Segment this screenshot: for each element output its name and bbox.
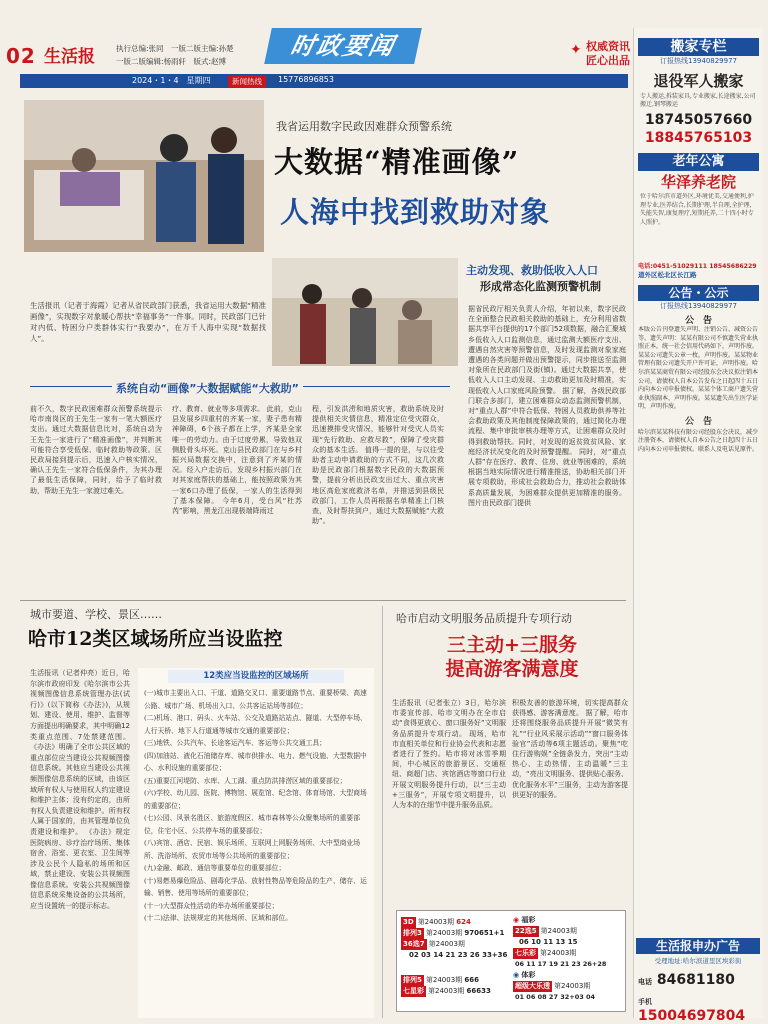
moving-ad-desc: 专人搬运,拆装家具,专业搬家,长途搬家,公司搬迁,钢琴搬运 bbox=[640, 93, 756, 108]
lottery-row bbox=[401, 950, 509, 961]
lottery-numbers: 06 11 17 19 21 23 26+28 bbox=[515, 960, 607, 968]
story3-headline-2: 提高游客满意度 bbox=[445, 658, 579, 680]
story2-body: 生活报讯（记者仲亮）近日，哈尔滨市政府印发《哈尔滨市公共视频图像信息系统管理办法(试行)》(以下简称《办法》)，从规划、建设、使用、维护、监督等方面提出明确要求，其中明确12类重点范围、7处禁建范围。 《办法》明确了全市公共区域的重点部位应当建设公共视频图像信息系统。其他应当建设公共视频图像信息系统的区域，由该区域所有权人与使用权人约定建设和维护主体；没有约定的，由所有权人负责建设和维护。所有权人属于国家的，由其管理单位负责建设和维护。 《办法》规定医院病房、诊疗治疗场所、集体宿舍、浴室、更衣室、卫生间等涉及公民个人隐私的场所和区域，禁止建设、安装公共视频图像信息系统。安装公共视频图像信息系统采集设备的公共场所，应当设置统一的提示标志。 bbox=[30, 669, 130, 911]
lottery-section-head bbox=[513, 915, 625, 926]
editors-line-1: 执行总编:张同 一版二版主编:孙楚 bbox=[116, 44, 234, 53]
lottery-box bbox=[396, 910, 626, 1012]
notice2-title: 公 告 bbox=[684, 416, 712, 427]
lottery-issue: 第24003期 bbox=[428, 987, 465, 995]
photo-visit-illustration bbox=[272, 258, 458, 366]
lottery-issue: 第24003期 bbox=[425, 976, 463, 984]
sidebar-box-item: (七)公园、风景名胜区、旅游度假区、城市森林等公众聚集场所的重要部位，住宅小区、公共停车场的重要部位； bbox=[144, 814, 361, 835]
lottery-row bbox=[513, 992, 625, 1003]
lottery-issue: 第24003期 bbox=[428, 940, 465, 948]
lottery-row bbox=[513, 926, 625, 937]
horizontal-rule bbox=[20, 600, 626, 601]
sidebar-box-item: (四)加油站、液化石油储存库、城市供排水、电力、燃气设施、大型数据中心、水利设施的重要部位； bbox=[144, 751, 367, 772]
sidebar-box-item: (二)机场、港口、码头、火车站、公交及道路站站点、隧道、大型停车场、人行天桥、地下人行道通等城市交通的重要部位； bbox=[144, 714, 367, 735]
lead-body-col-1: 前不久，数字民政困难群众预警系统提示哈市南岗区的王先生一家有一笔大额医疗支出。通过大数据信息比对，系统自动为王先生一家进行了“精准画像”，并判断其可能符合享受低保、临时救助等政策。区民政局接到提示后，迅速入户核实情况，确认王先生一家符合低保条件，为其办理了最低生活保障，同时，给予了临时救助，帮助王先生一家渡过难关。 bbox=[30, 405, 162, 495]
care-ad-address: 道外区松北区长江路 bbox=[638, 271, 697, 279]
editors-line-2: 一版二版编辑:杨雨轩 版式:赵博 bbox=[116, 57, 227, 66]
bottom-ad-phone-label-2: 手机 bbox=[638, 998, 652, 1006]
story3-kicker: 哈市启动文明服务品质提升专项行动 bbox=[396, 612, 572, 625]
bottom-ad-phone-2: 15004697804 bbox=[638, 1008, 746, 1024]
lottery-row bbox=[513, 937, 625, 948]
lead-subhead-1: 主动发现、救助低收入人口 bbox=[466, 264, 598, 277]
lottery-section-name: 福彩 bbox=[521, 916, 536, 924]
sidebar-box-item: (十二)法律、法规规定的其他场所、区域和部位。 bbox=[144, 914, 293, 922]
lottery-game: 36选7 bbox=[403, 940, 425, 948]
lead-subheadline: 人海中找到救助对象 bbox=[280, 195, 551, 229]
notice-title: 公 告 bbox=[684, 316, 712, 326]
slogan-line-1: 权威资讯 bbox=[586, 40, 630, 53]
lottery-numbers: 06 10 11 13 15 bbox=[519, 938, 578, 946]
moving-ad-phone-1: 18745057660 bbox=[644, 112, 753, 128]
lottery-col-right bbox=[513, 915, 625, 1003]
bottom-ad-phone-label-1: 电话 bbox=[638, 978, 652, 986]
lottery-game: 排列5 bbox=[403, 976, 422, 984]
lottery-col-left bbox=[401, 917, 509, 997]
story3-body-col-1: 生活报讯（记者张立）3日，哈尔滨市委宣传部、哈市文明办在全市启动“食得更放心、窗口服务好”文明服务品质提升专项行动。 现场，哈市市直相关单位和行业协会代表和志愿者进行了签约。哈市将对冰雪季期间，中心城区的旅游景区、交通枢纽、商超门店、宾馆酒店等窗口行业开展文明服务提升行动，以“三主动+三服务”，开展专项文明提升，以人为本的在细节中提升服务品质。 bbox=[392, 699, 506, 810]
lottery-issue: 第24003期 bbox=[417, 918, 454, 926]
issue-date: 2024・1・4 星期四 bbox=[132, 76, 211, 85]
ticai-icon: ◉ bbox=[513, 971, 520, 979]
lead-kicker: 我省运用数字民政因难群众预警系统 bbox=[276, 120, 452, 133]
lottery-issue: 第24003期 bbox=[554, 982, 591, 990]
sidebar-box-item: (十一)大型群众性活动的举办场所重要部位； bbox=[144, 901, 279, 910]
lottery-game: 3D bbox=[403, 918, 414, 926]
lottery-issue: 第24003期 bbox=[540, 927, 577, 935]
lottery-issue: 第24003期 bbox=[425, 929, 463, 937]
lead-headline: 大数据“精准画像” bbox=[274, 145, 520, 179]
lottery-section-name: 体彩 bbox=[521, 971, 536, 979]
sidebar-box-title: 12类应当设监控的区域场所 bbox=[168, 670, 344, 683]
notice-phone: 订报热线13940829977 bbox=[660, 302, 737, 310]
sidebar-box-item: (十)易燃易爆危险品、剧毒化学品、放射性物品等危险品的生产、储存、运输、销售、使用等场所的重要部位； bbox=[144, 876, 367, 897]
notice-header: 公告・公示 bbox=[638, 285, 759, 301]
lottery-game: 七星彩 bbox=[403, 987, 424, 995]
notice2-text-content: 哈尔滨某某科技有限公司经股东会决议，减少注册资本，请债权人自本公告之日起四十五日内向本公司申报债权。联系人及电话见原件。 bbox=[638, 428, 759, 453]
column-divider bbox=[382, 606, 383, 1018]
lottery-row bbox=[401, 939, 509, 950]
hotline-label: 新闻热线 bbox=[228, 75, 266, 88]
sidebar-box-item: (一)城市主要出入口、干道、道路交叉口、重要道路节点、重要桥梁、高速公路、城市广场、机场出入口、公共客运站场等部位； bbox=[144, 689, 367, 710]
photo-people-illustration bbox=[24, 100, 264, 252]
hotline-number: 15776896853 bbox=[278, 75, 334, 84]
sidebar-box-item: (八)宾馆、酒店、民宿、娱乐场所、互联网上网服务场所、大中型商业场所、洗浴场所、农贸市场等公共场所的重要部位； bbox=[144, 839, 361, 860]
lottery-game: 排列3 bbox=[403, 929, 422, 937]
lottery-numbers: 02 03 14 21 23 26 33+36 bbox=[409, 951, 508, 959]
story2-kicker: 城市要道、学校、景区…… bbox=[30, 608, 162, 621]
sidebar-box-item: (五)重要江河堤防、水库、人工湖、重点防洪排涝区域的重要部位； bbox=[144, 776, 347, 785]
moving-ad-phone-small: 订报热线13940829977 bbox=[660, 57, 737, 65]
lottery-section-head bbox=[513, 970, 625, 981]
lottery-row bbox=[513, 948, 625, 959]
bottom-ad-phone-row-1 bbox=[638, 972, 735, 988]
lottery-numbers: 666 bbox=[464, 976, 480, 984]
lead-photo-2 bbox=[272, 258, 458, 366]
slogan-line-2: 匠心出品 bbox=[586, 54, 630, 67]
paper-logo: 生活报 bbox=[44, 47, 95, 67]
care-ad-title: 华泽养老院 bbox=[660, 173, 736, 191]
moving-ad-title: 退役军人搬家 bbox=[653, 72, 744, 90]
lottery-row bbox=[401, 986, 509, 997]
lottery-row bbox=[401, 928, 509, 939]
section-title: 时政要闻 bbox=[264, 28, 422, 64]
ad-column bbox=[633, 28, 763, 1024]
lottery-row bbox=[401, 975, 509, 986]
lead-subhead-2: 形成常态化监测预警机制 bbox=[480, 280, 601, 293]
care-ad-header: 老年公寓 bbox=[638, 153, 759, 171]
lottery-numbers: 01 06 08 27 32+03 04 bbox=[515, 993, 596, 1001]
lead-body-col-4: 据省民政厅相关负责人介绍，年初以来，数字民政在全面整合民政相关救助的基础上，充分利用省数据共享平台提供的17个部门52项数据，融合汇聚城乡低收入人口监测信息，通过监测大额医疗支出、遭遇自然灾害等预警信息，及时发现监测对象家庭遭遇的各类问题并做出预警提示，同步推送至监测对象所在民政部门及街(镇)。通过大数据共享，使低收入人口主动发现、主动救助更加及时精准，实现低收入人口家庭风险预警。 据了解，各级民政部门联合多部门，建立困难群众动态监测预警机制，对“重点人群”中符合低保、特困人员救助供养等社会救助政策及其他制度保障政策的，通过简化办理流程、集中审批审核办理等方式，让困难群众及时得到救助帮扶。同时，对发现的返贫致贫风险、家庭经济状况变化的及时预警提醒。 同时，对“重点人群”存在医疗、教育、住房、就业等困难的，系统根据当地实际情况进行精准推送，协助相关部门开展专项救助，形成社会救助合力，推动社会救助体系高质量发展，为困难群众提供更加精准的服务。 图片由民政部门提供 bbox=[468, 305, 626, 507]
fucai-icon: ◉ bbox=[513, 916, 520, 924]
notice-text bbox=[634, 326, 763, 756]
lottery-row bbox=[401, 917, 509, 928]
bottom-ad-phone-row-2 bbox=[638, 992, 763, 1024]
sidebar-box-item: (三)地铁、公共汽车、长途客运汽车、客运等公共交通工具； bbox=[144, 739, 327, 747]
lottery-game: 22选5 bbox=[515, 927, 537, 935]
lottery-row bbox=[513, 959, 625, 970]
bottom-ad-header: 生活报申办广告 bbox=[636, 938, 760, 954]
lottery-numbers: 970651+1 bbox=[464, 929, 505, 937]
care-ad-phone: 电话:0451-51029111 18545686229 bbox=[638, 263, 757, 270]
sidebar-box-item: (六)学校、幼儿园、医院、博物馆、展览馆、纪念馆、体育场馆、大型商场的重要部位； bbox=[144, 789, 367, 810]
section-head: 系统自动“画像”大数据赋能“大救助” bbox=[112, 380, 303, 396]
photo-caption: 生活报讯（记者于海霞）记者从省民政部门获悉，我省运用大数据“精准画像”，实现数字对象暖心帮扶“幸福事务”一件事。同时，民政部门已针对内低、特困分户类群体实行“我要办”，在万千人海中实现“数据找人”。 bbox=[30, 301, 266, 343]
lottery-game: 超级大乐透 bbox=[515, 982, 550, 990]
lottery-numbers: 66633 bbox=[466, 987, 491, 995]
bottom-ad-address: 受理地址:哈尔滨道里区埃彩街 bbox=[654, 957, 742, 965]
care-ad-desc: 位于哈尔滨市道外区,环境优美,交通便利,护理专业,医养结合,长期护理,半自理,全护理,失能失智,康复理疗,短期托养,二十四小时专人照护。 bbox=[640, 193, 754, 226]
lottery-row bbox=[513, 981, 625, 992]
story2-sidebar-box bbox=[138, 668, 374, 1018]
lottery-numbers: 624 bbox=[456, 918, 471, 926]
slogan bbox=[586, 40, 630, 68]
editors-credit bbox=[116, 42, 234, 68]
lead-body-col-2: 疗、教育、就业等多项需求。 此前，克山县发展乡四重村的齐某一家，妻子患有精神障碍，6个孩子都在上学，齐某是全家唯一的劳动力。由于过度劳累，导致他双侧股骨头坏死。克山县民政部门在与乡村振兴局数据交换中，注意到了齐某的情况。经入户走访后，发现乡村振兴部门在对其家庭帮扶的基础上，能按照政策为其一家6口办理了低保，一家人的生活得到了基本保障。 今年6月，受台风“杜苏芮”影响，黑龙江出现极端降雨过 bbox=[172, 405, 302, 516]
notice-text-content: 本版公告刊登遗失声明、注销公告、减资公告等。遗失声明：某某有限公司不慎遗失营业执照正本，统一社会信用代码如下，声明作废。某某公司遗失公章一枚，声明作废。某某物业管理有限公司遗失开户许可证，声明作废。哈尔滨某某商贸有限公司经股东会决议拟注销本公司，请债权人自本公告发布之日起四十五日内向本公司申报债权。某某个体工商户遗失营业执照副本，声明作废。某某遗失出生医学证明，声明作废。 bbox=[638, 326, 759, 411]
story3-body-col-2: 积极友善的旅游环境，切实提高群众获得感、游客满意度。 据了解，哈市还将围绕服务品质提升开展“微笑有礼”“行业风采展示活动”“窗口服务体验官”活动等6项主题活动。聚焦“吃住行游购娱”全链条发力，突出“主动热心、主动热情、主动温暖”三主动，“亮出文明服务、提供贴心服务、优化服务水平”三服务，主动为游客提供更好的服务。 bbox=[512, 699, 628, 799]
story3-headline-1: 三主动+三服务 bbox=[447, 634, 577, 656]
lottery-issue: 第24003期 bbox=[540, 949, 577, 957]
sidebar-box-list bbox=[138, 687, 374, 925]
lead-photo-1 bbox=[24, 100, 264, 252]
bottom-ad-phone-1: 84681180 bbox=[656, 972, 735, 988]
sidebar-box-item: (九)金融、邮政、通信等重要单位的重要部位； bbox=[144, 864, 286, 872]
story2-headline: 哈市12类区域场所应当设监控 bbox=[28, 628, 283, 650]
lottery-game: 七乐彩 bbox=[515, 949, 536, 957]
lead-body-col-3: 程，引发洪涝和地质灾害，救助系统及时提供相关灾情信息，精准定位受灾群众，迅速摸排受灾情况，能够针对受灾人员实现“先行救助、应救尽救”，保障了受灾群众的基本生活。 值得一提的是，与以往受助者主动申请救助的方式不同，这几次救助是民政部门根据数字民政的大数据预警，提前分析出民政支出过大、重点灾害地区高危家庭救济名单，并推送到县级民政部门，工作人员再根据名单精准上门核查，及时帮扶到户，通过大数据赋能“大救助”。 bbox=[312, 405, 444, 526]
moving-ad-header: 搬家专栏 bbox=[638, 38, 759, 56]
star-icon: ✦ bbox=[570, 42, 582, 58]
page-number: 02 bbox=[6, 44, 36, 68]
moving-ad-phone-2: 18845765103 bbox=[644, 130, 753, 146]
